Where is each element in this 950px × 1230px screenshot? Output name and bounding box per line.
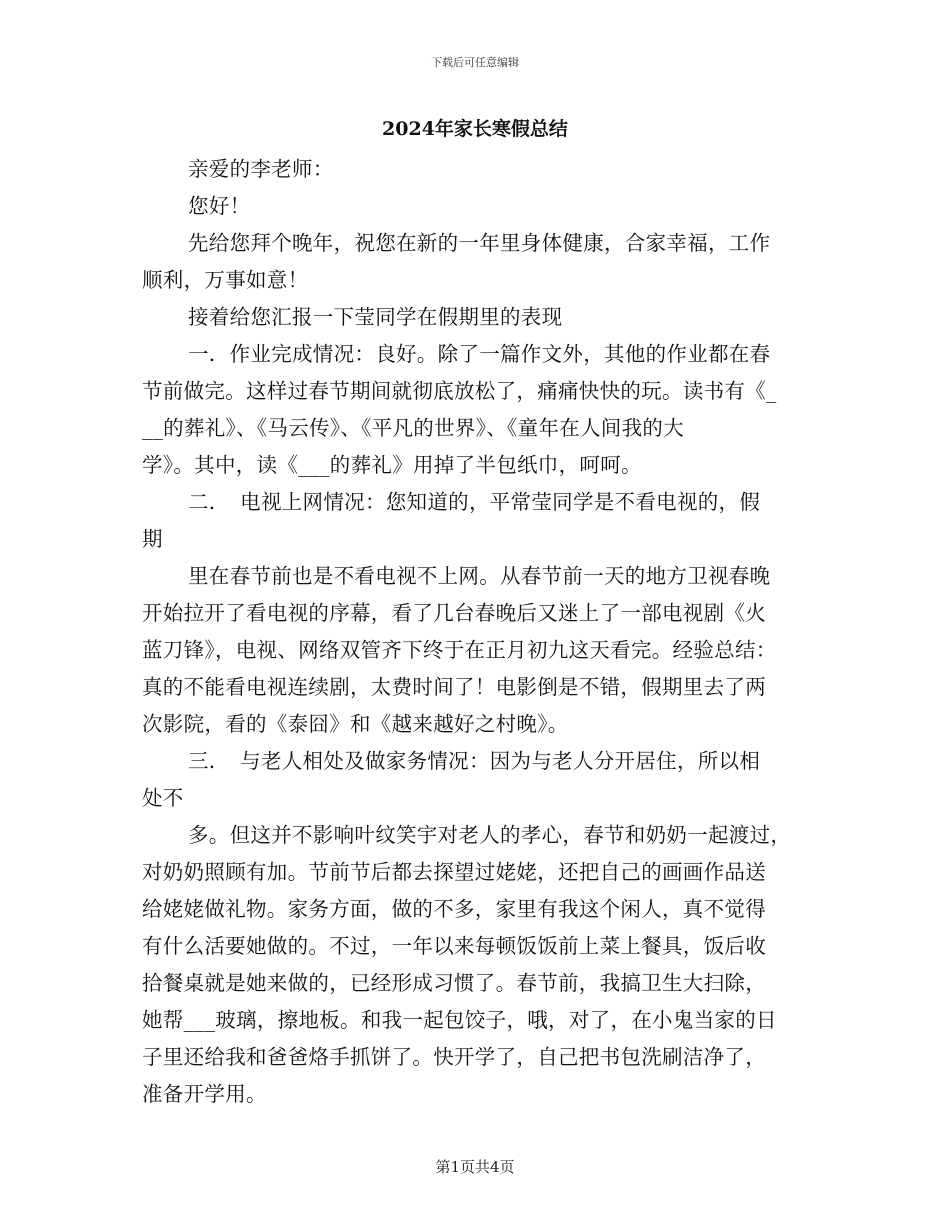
body-line: 顺利，万事如意！	[142, 268, 309, 292]
body-line: 子里还给我和爸爸烙手抓饼了。快开学了，自己把书包洗刷洁净了，	[142, 1045, 766, 1069]
body-line: 接着给您汇报一下莹同学在假期里的表现	[188, 305, 563, 329]
body-line: 您好！	[188, 194, 251, 218]
body-line: 节前做完。这样过春节期间就彻底放松了，痛痛快快的玩。读书有《_	[142, 379, 777, 403]
body-line: 次影院，看的《泰囧》和《越来越好之村晚》。	[142, 712, 569, 736]
body-line: 对奶奶照顾有加。节前节后都去探望过姥姥，还把自己的画画作品送	[142, 860, 766, 884]
body-line: 开始拉开了看电视的序幕，看了几台春晚后又迷上了一部电视剧《火	[142, 601, 766, 625]
body-line: 三． 与老人相处及做家务情况：因为与老人分开居住，所以相	[188, 749, 761, 773]
body-line: 一．作业完成情况：良好。除了一篇作文外，其他的作业都在春	[188, 342, 771, 366]
body-line: 拾餐桌就是她来做的，已经形成习惯了。春节前，我搞卫生大扫除，	[142, 971, 766, 995]
body-line: 期	[142, 527, 163, 551]
header-note: 下载后可任意编辑	[431, 56, 519, 69]
body-line: 蓝刀锋》，电视、网络双管齐下终于在正月初九这天看完。经验总结：	[142, 638, 777, 662]
body-line: __的葬礼》、《马云传》、《平凡的世界》、《童年在人间我的大	[142, 416, 684, 440]
body-line: 给姥姥做礼物。家务方面，做的不多，家里有我这个闲人，真不觉得	[142, 897, 766, 921]
body-line: 学》。其中，读《___的葬礼》用掉了半包纸巾，呵呵。	[142, 453, 642, 477]
body-line: 里在春节前也是不看电视不上网。从春节前一天的地方卫视春晚	[188, 564, 771, 588]
body-line: 准备开学用。	[142, 1082, 267, 1106]
body-line: 亲爱的李老师：	[188, 157, 334, 181]
body-line: 真的不能看电视连续剧，太费时间了！电影倒是不错，假期里去了两	[142, 675, 766, 699]
page-footer: 第1页共4页	[435, 1158, 515, 1176]
body-line: 二． 电视上网情况：您知道的，平常莹同学是不看电视的，假	[188, 490, 761, 514]
body-line: 她帮___玻璃，擦地板。和我一起包饺子，哦，对了，在小鬼当家的日	[142, 1008, 777, 1032]
body-line: 先给您拜个晚年，祝您在新的一年里身体健康，合家幸福，工作	[188, 231, 771, 255]
body-line: 多。但这并不影响叶纹笑宇对老人的孝心，春节和奶奶一起渡过，	[188, 823, 792, 847]
body-line: 处不	[142, 786, 184, 810]
document-title: 2024年家长寒假总结	[382, 118, 568, 140]
body-line: 有什么活要她做的。不过，一年以来每顿饭饭前上菜上餐具，饭后收	[142, 934, 766, 958]
